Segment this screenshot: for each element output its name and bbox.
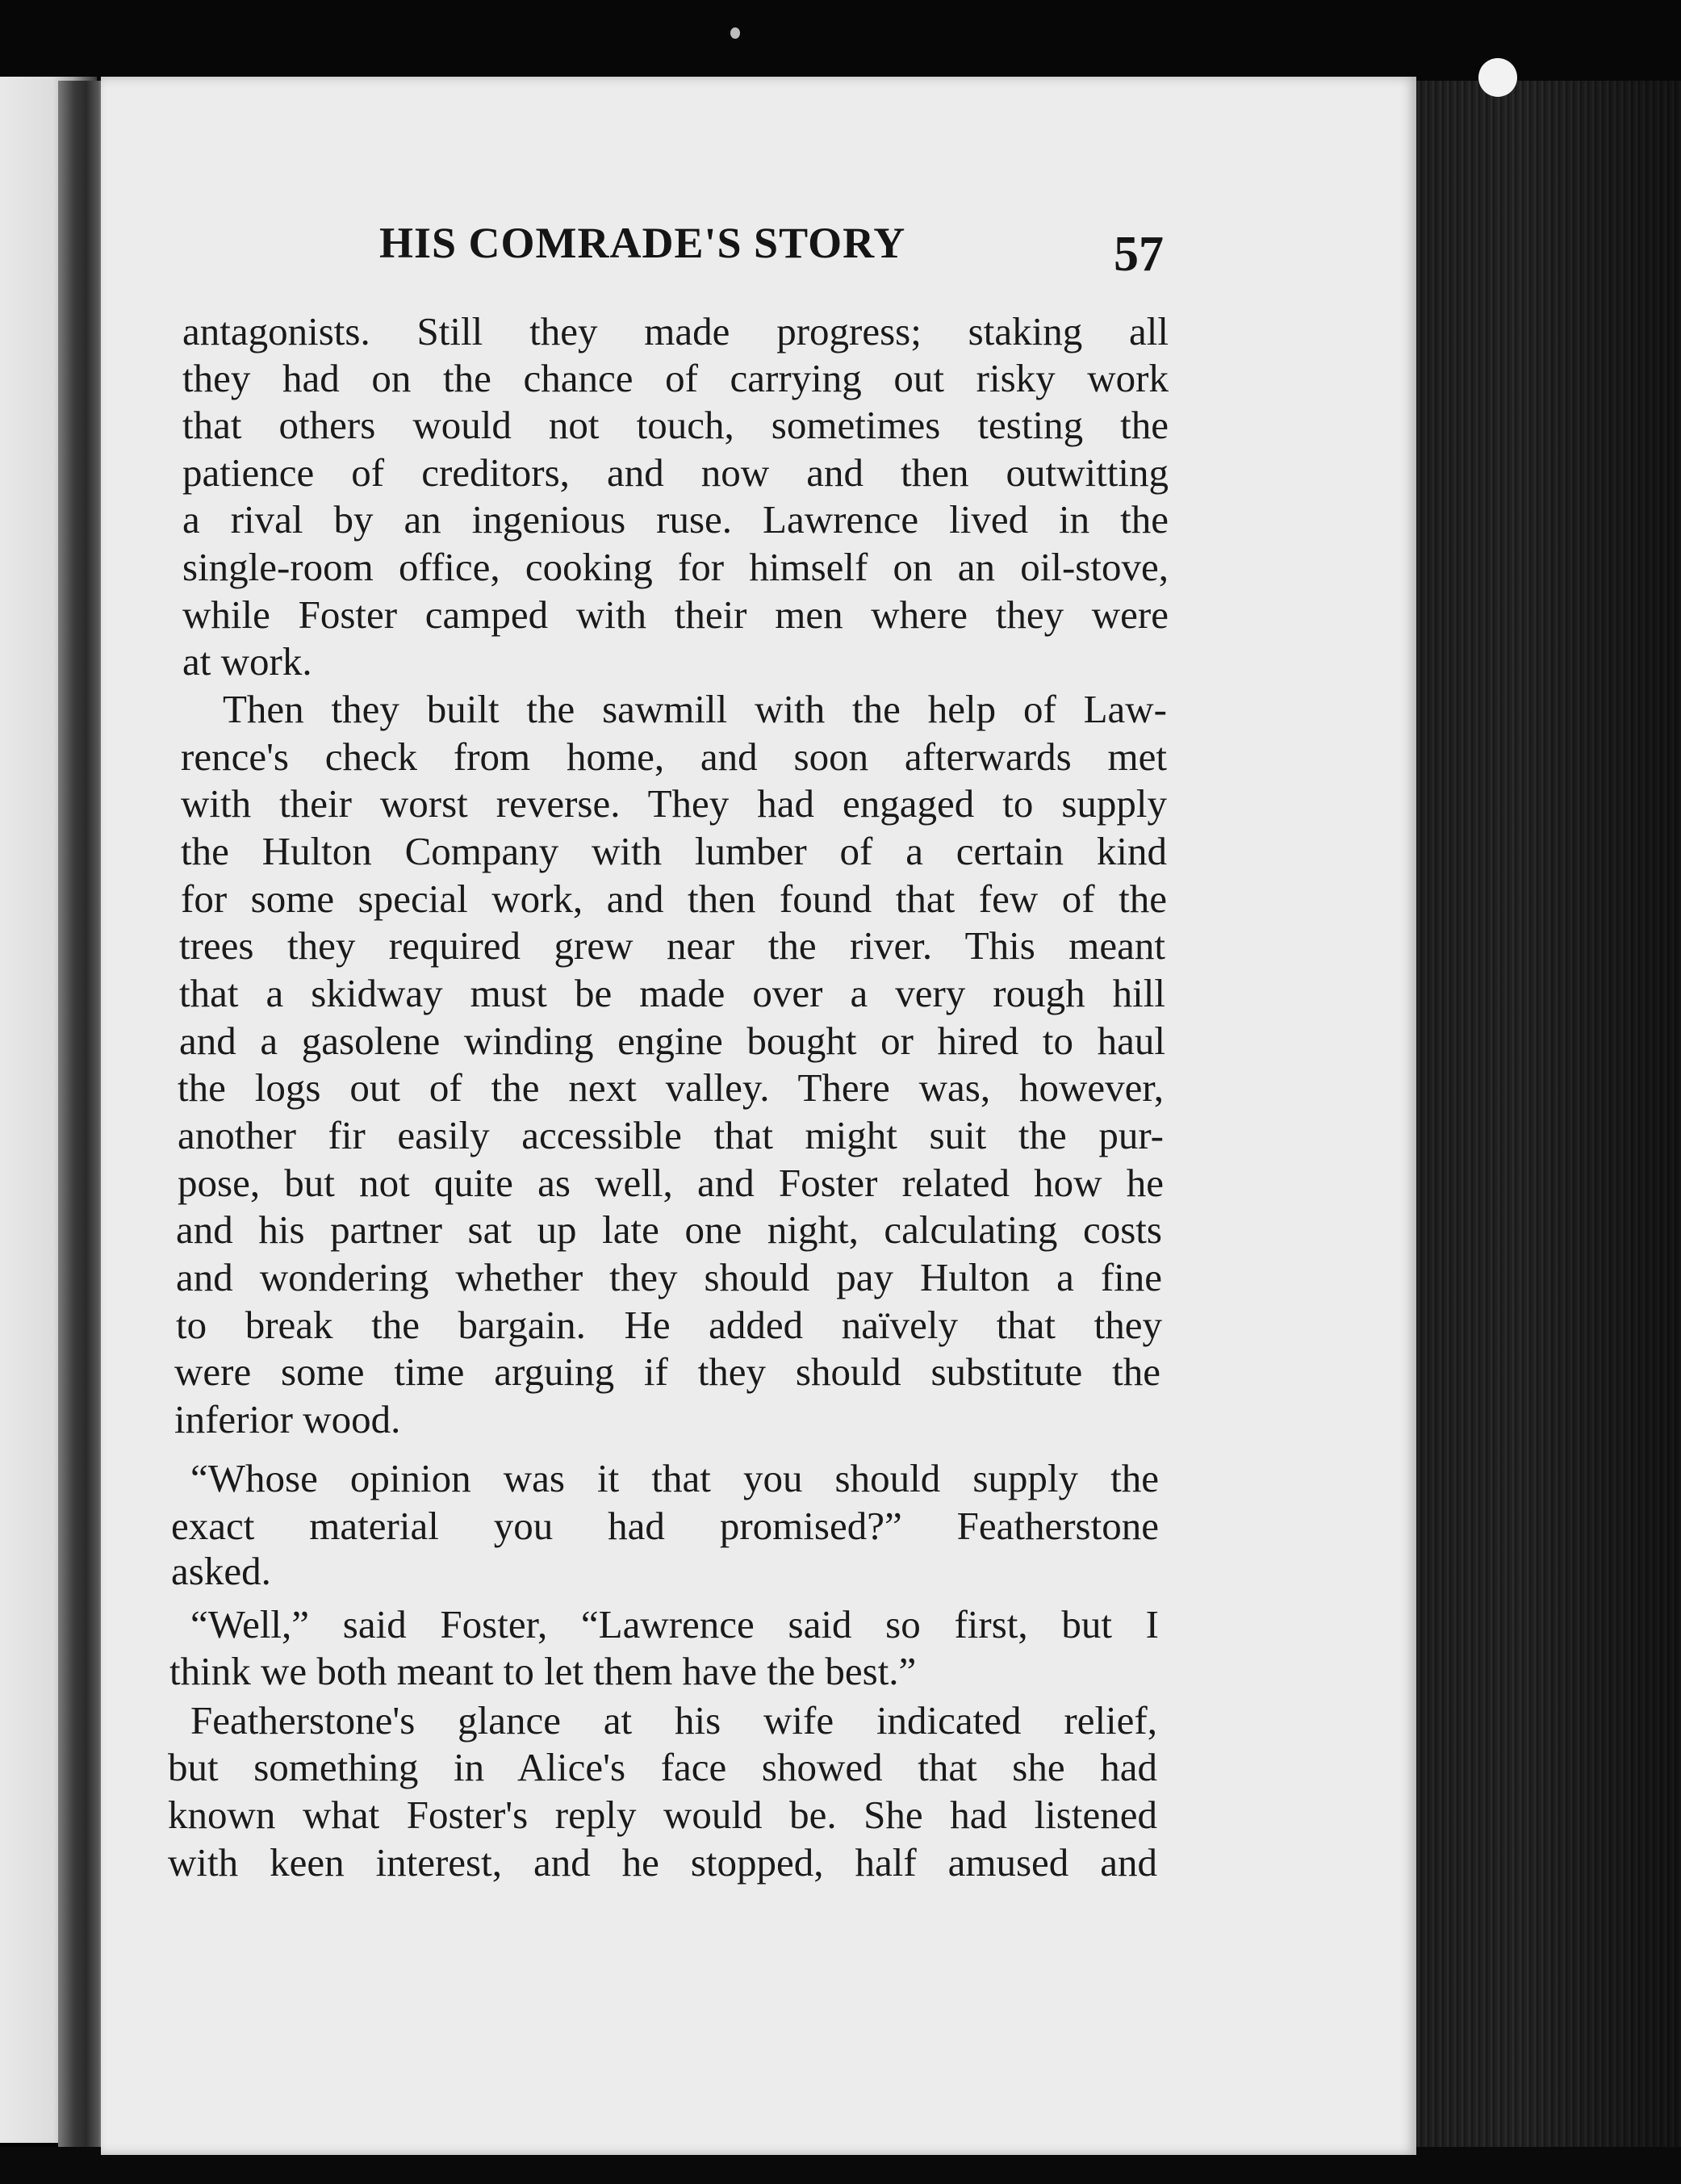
scan-hole-mark <box>1478 58 1517 97</box>
text-line: rence's check from home, and soon afterwards met <box>181 734 1167 779</box>
text-line: at work. <box>182 639 312 684</box>
text-line: patience of creditors, and now and then outwitting <box>182 450 1169 495</box>
text-line: and his partner sat up late one night, calculating costs <box>176 1207 1162 1252</box>
text-line: “Whose opinion was it that you should supply the <box>190 1456 1159 1500</box>
text-line: Then they built the sawmill with the help of Law- <box>223 687 1167 731</box>
text-line: but something in Alice's face showed that she had <box>168 1745 1157 1789</box>
running-head: HIS COMRADE'S STORY <box>379 219 906 267</box>
text-line: the logs out of the next valley. There was, however, <box>178 1065 1164 1110</box>
text-line: single-room office, cooking for himself on an oil-stove, <box>182 545 1169 589</box>
text-line: with keen interest, and he stopped, half amused and <box>168 1840 1157 1885</box>
text-line: the Hulton Company with lumber of a certain kind <box>181 829 1167 873</box>
text-line: they had on the chance of carrying out risky work <box>182 356 1169 400</box>
text-line: and a gasolene winding engine bought or hired to haul <box>179 1019 1165 1063</box>
top-speck <box>730 27 740 39</box>
text-line: to break the bargain. He added naïvely that they <box>176 1303 1162 1347</box>
text-line: and wondering whether they should pay Hulton a fine <box>176 1255 1162 1299</box>
text-line: antagonists. Still they made progress; staking all <box>182 309 1169 354</box>
text-line: known what Foster's reply would be. She had listened <box>168 1793 1157 1837</box>
text-line: exact material you had promised?” Featherstone <box>171 1504 1159 1548</box>
text-line: that a skidway must be made over a very rough hill <box>179 971 1165 1015</box>
page-number: 57 <box>1114 227 1164 282</box>
text-line: pose, but not quite as well, and Foster related how he <box>178 1161 1164 1205</box>
text-line: a rival by an ingenious ruse. Lawrence lived in the <box>182 497 1169 542</box>
text-line: think we both meant to let them have the best.” <box>169 1649 917 1693</box>
text-line: that others would not touch, sometimes testing the <box>182 403 1169 447</box>
text-line: with their worst reverse. They had engaged to supply <box>181 781 1167 826</box>
book-gutter <box>58 81 105 2147</box>
book-page-edges <box>1416 81 1681 2184</box>
text-line: “Well,” said Foster, “Lawrence said so first, but I <box>190 1602 1159 1646</box>
text-line: asked. <box>171 1549 271 1593</box>
text-line: while Foster camped with their men where they were <box>182 592 1169 637</box>
text-line: inferior wood. <box>174 1397 401 1441</box>
text-line: were some time arguing if they should substitute the <box>174 1349 1160 1394</box>
text-line: another fir easily accessible that might suit the pur- <box>178 1113 1164 1157</box>
text-line: for some special work, and then found that few of the <box>181 877 1167 921</box>
text-line: Featherstone's glance at his wife indicated relief, <box>190 1698 1157 1743</box>
text-line: trees they required grew near the river. This meant <box>179 923 1165 968</box>
